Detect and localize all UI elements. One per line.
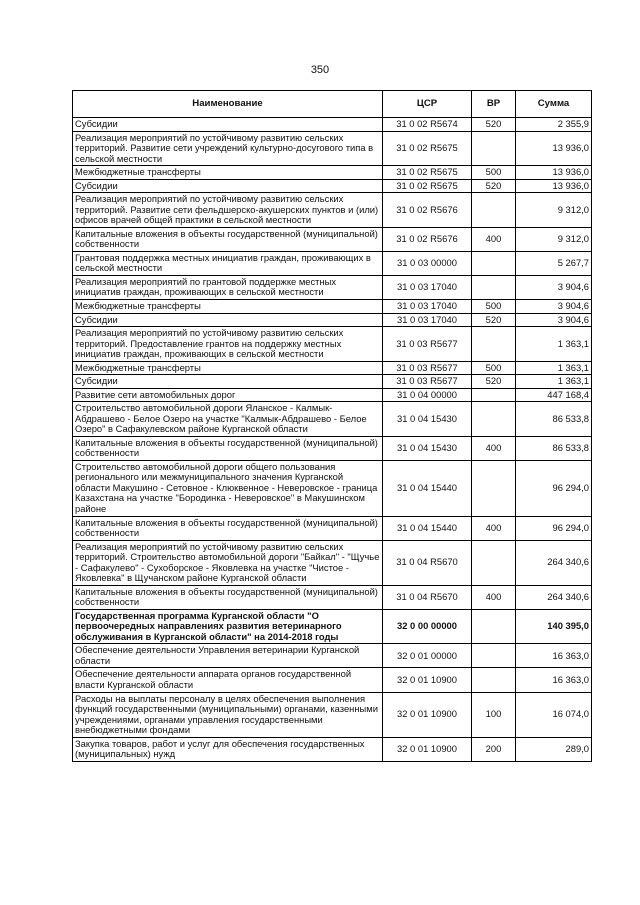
row-sum-cell: 1 363,1 xyxy=(516,375,592,389)
row-name-cell: Закупка товаров, работ и услуг для обеспечения государственных (муниципальных) нужд xyxy=(73,737,383,761)
row-name-cell: Реализация мероприятий по устойчивому развитию сельских территорий. Развитие сети фельдшерско-акушерских пунктов и (или) офисов врачей общей практики в сельской местности xyxy=(73,193,383,228)
row-vr-cell xyxy=(472,193,516,228)
row-name-cell: Расходы на выплаты персоналу в целях обеспечения выполнения функций государственными (муниципальными) органами, казенными учреждениями, органами управления государственными внебюджетными фондами xyxy=(73,692,383,737)
row-sum-cell: 1 363,1 xyxy=(516,327,592,362)
table-row xyxy=(73,460,592,516)
row-sum-cell: 447 168,4 xyxy=(516,388,592,402)
table-row xyxy=(73,585,592,609)
row-sum-cell: 5 267,7 xyxy=(516,251,592,275)
row-sum-cell: 3 904,6 xyxy=(516,299,592,313)
row-csr-cell: 31 0 04 R5670 xyxy=(383,540,472,585)
budget-table xyxy=(72,90,592,762)
row-csr-cell: 31 0 03 R5677 xyxy=(383,375,472,389)
row-vr-cell xyxy=(472,540,516,585)
table-row xyxy=(73,375,592,389)
row-csr-cell: 31 0 02 R5675 xyxy=(383,179,472,193)
row-name-cell: Строительство автомобильной дороги общего пользования регионального или межмуниципального значения Курганской области Макушино - Сетовное - Клюквенное - Неверовское - граница Казахстана на участке "Бородинка - Неверовское" в Макушинском районе xyxy=(73,460,383,516)
row-sum-cell: 1 363,1 xyxy=(516,361,592,375)
row-vr-cell: 200 xyxy=(472,737,516,761)
table-row xyxy=(73,251,592,275)
row-vr-cell: 520 xyxy=(472,313,516,327)
row-name-cell: Капитальные вложения в объекты государственной (муниципальной) собственности xyxy=(73,516,383,540)
row-vr-cell xyxy=(472,251,516,275)
table-row xyxy=(73,737,592,761)
table-row xyxy=(73,436,592,460)
row-sum-cell: 264 340,6 xyxy=(516,585,592,609)
table-row xyxy=(73,644,592,668)
table-row xyxy=(73,313,592,327)
table-row xyxy=(73,193,592,228)
row-sum-cell: 16 363,0 xyxy=(516,644,592,668)
row-name-cell: Реализация мероприятий по грантовой поддержке местных инициатив граждан, проживающих в сельской местности xyxy=(73,275,383,299)
row-name-cell: Межбюджетные трансферты xyxy=(73,361,383,375)
row-sum-cell: 264 340,6 xyxy=(516,540,592,585)
row-sum-cell: 9 312,0 xyxy=(516,193,592,228)
row-vr-cell: 520 xyxy=(472,118,516,132)
header-name: Наименование xyxy=(73,91,383,118)
table-row xyxy=(73,540,592,585)
row-sum-cell: 140 395,0 xyxy=(516,609,592,644)
row-csr-cell: 31 0 04 15430 xyxy=(383,402,472,437)
row-sum-cell: 96 294,0 xyxy=(516,516,592,540)
row-csr-cell: 31 0 02 R5676 xyxy=(383,227,472,251)
row-csr-cell: 31 0 04 15440 xyxy=(383,460,472,516)
row-name-cell: Межбюджетные трансферты xyxy=(73,299,383,313)
table-row xyxy=(73,361,592,375)
row-vr-cell: 400 xyxy=(472,227,516,251)
table-row xyxy=(73,516,592,540)
table-row xyxy=(73,402,592,437)
header-csr: ЦСР xyxy=(383,91,472,118)
row-csr-cell: 31 0 04 R5670 xyxy=(383,585,472,609)
row-vr-cell: 400 xyxy=(472,436,516,460)
row-sum-cell: 86 533,8 xyxy=(516,436,592,460)
row-vr-cell: 500 xyxy=(472,299,516,313)
row-vr-cell: 500 xyxy=(472,166,516,180)
row-csr-cell: 31 0 02 R5676 xyxy=(383,193,472,228)
row-name-cell: Межбюджетные трансферты xyxy=(73,166,383,180)
row-vr-cell: 500 xyxy=(472,361,516,375)
table-body xyxy=(73,118,592,762)
row-name-cell: Государственная программа Курганской области "О первоочередных направлениях развития ветеринарного обслуживания в Курганской области" на 2014-2018 годы xyxy=(73,609,383,644)
row-csr-cell: 31 0 03 17040 xyxy=(383,275,472,299)
row-name-cell: Субсидии xyxy=(73,313,383,327)
page-number: 350 xyxy=(310,64,330,76)
table-header-row xyxy=(73,91,592,118)
row-name-cell: Строительство автомобильной дороги Яланское - Калмык-Абдрашево - Белое Озеро на участке "Калмык-Абдрашево - Белое Озеро" в Сафакулевском районе Курганской области xyxy=(73,402,383,437)
row-vr-cell xyxy=(472,460,516,516)
row-vr-cell: 400 xyxy=(472,516,516,540)
table-row xyxy=(73,179,592,193)
row-csr-cell: 32 0 01 10900 xyxy=(383,692,472,737)
row-sum-cell: 13 936,0 xyxy=(516,166,592,180)
row-name-cell: Капитальные вложения в объекты государственной (муниципальной) собственности xyxy=(73,585,383,609)
row-vr-cell: 100 xyxy=(472,692,516,737)
row-sum-cell: 96 294,0 xyxy=(516,460,592,516)
header-sum: Сумма xyxy=(516,91,592,118)
row-name-cell: Реализация мероприятий по устойчивому развитию сельских территорий. Предоставление грантов на поддержку местных инициатив граждан, проживающих в сельской местности xyxy=(73,327,383,362)
row-sum-cell: 9 312,0 xyxy=(516,227,592,251)
row-name-cell: Грантовая поддержка местных инициатив граждан, проживающих в сельской местности xyxy=(73,251,383,275)
row-vr-cell xyxy=(472,609,516,644)
row-name-cell: Реализация мероприятий по устойчивому развитию сельских территорий. Строительство автомобильной дороги "Байкал" - "Щучье - Сафакулево" - Сухоборское - Яковлевка на участке "Чистое - Яковлевка" в Щучанском районе Курганской области xyxy=(73,540,383,585)
table-row xyxy=(73,227,592,251)
row-name-cell: Капитальные вложения в объекты государственной (муниципальной) собственности xyxy=(73,227,383,251)
row-vr-cell xyxy=(472,644,516,668)
row-csr-cell: 32 0 01 10900 xyxy=(383,737,472,761)
row-sum-cell: 16 074,0 xyxy=(516,692,592,737)
row-sum-cell: 86 533,8 xyxy=(516,402,592,437)
row-csr-cell: 31 0 03 00000 xyxy=(383,251,472,275)
row-csr-cell: 31 0 03 17040 xyxy=(383,313,472,327)
table-row xyxy=(73,118,592,132)
row-csr-cell: 31 0 03 R5677 xyxy=(383,361,472,375)
row-csr-cell: 32 0 01 00000 xyxy=(383,644,472,668)
row-name-cell: Обеспечение деятельности Управления ветеринарии Курганской области xyxy=(73,644,383,668)
row-vr-cell xyxy=(472,275,516,299)
row-vr-cell: 520 xyxy=(472,179,516,193)
row-csr-cell: 31 0 02 R5675 xyxy=(383,166,472,180)
table-row xyxy=(73,166,592,180)
row-name-cell: Субсидии xyxy=(73,375,383,389)
row-vr-cell xyxy=(472,402,516,437)
row-sum-cell: 2 355,9 xyxy=(516,118,592,132)
row-sum-cell: 289,0 xyxy=(516,737,592,761)
row-sum-cell: 3 904,6 xyxy=(516,313,592,327)
row-csr-cell: 32 0 01 10900 xyxy=(383,668,472,692)
row-name-cell: Капитальные вложения в объекты государственной (муниципальной) собственности xyxy=(73,436,383,460)
table-row xyxy=(73,327,592,362)
row-name-cell: Обеспечение деятельности аппарата органов государственной власти Курганской области xyxy=(73,668,383,692)
header-vr: ВР xyxy=(472,91,516,118)
row-csr-cell: 31 0 04 15440 xyxy=(383,516,472,540)
row-vr-cell xyxy=(472,327,516,362)
table-row xyxy=(73,668,592,692)
row-csr-cell: 31 0 03 R5677 xyxy=(383,327,472,362)
row-csr-cell: 32 0 00 00000 xyxy=(383,609,472,644)
row-name-cell: Субсидии xyxy=(73,179,383,193)
row-name-cell: Реализация мероприятий по устойчивому развитию сельских территорий. Развитие сети учреждений культурно-досугового типа в сельской местности xyxy=(73,131,383,166)
row-name-cell: Субсидии xyxy=(73,118,383,132)
row-csr-cell: 31 0 03 17040 xyxy=(383,299,472,313)
row-csr-cell: 31 0 04 00000 xyxy=(383,388,472,402)
table-row xyxy=(73,275,592,299)
row-vr-cell xyxy=(472,131,516,166)
row-sum-cell: 16 363,0 xyxy=(516,668,592,692)
row-vr-cell: 520 xyxy=(472,375,516,389)
row-vr-cell xyxy=(472,668,516,692)
row-name-cell: Развитие сети автомобильных дорог xyxy=(73,388,383,402)
table-row xyxy=(73,131,592,166)
row-sum-cell: 13 936,0 xyxy=(516,179,592,193)
row-csr-cell: 31 0 02 R5674 xyxy=(383,118,472,132)
table-row xyxy=(73,299,592,313)
row-sum-cell: 13 936,0 xyxy=(516,131,592,166)
table-row xyxy=(73,692,592,737)
row-vr-cell: 400 xyxy=(472,585,516,609)
row-csr-cell: 31 0 02 R5675 xyxy=(383,131,472,166)
table-row xyxy=(73,388,592,402)
row-sum-cell: 3 904,6 xyxy=(516,275,592,299)
table-row xyxy=(73,609,592,644)
row-vr-cell xyxy=(472,388,516,402)
row-csr-cell: 31 0 04 15430 xyxy=(383,436,472,460)
